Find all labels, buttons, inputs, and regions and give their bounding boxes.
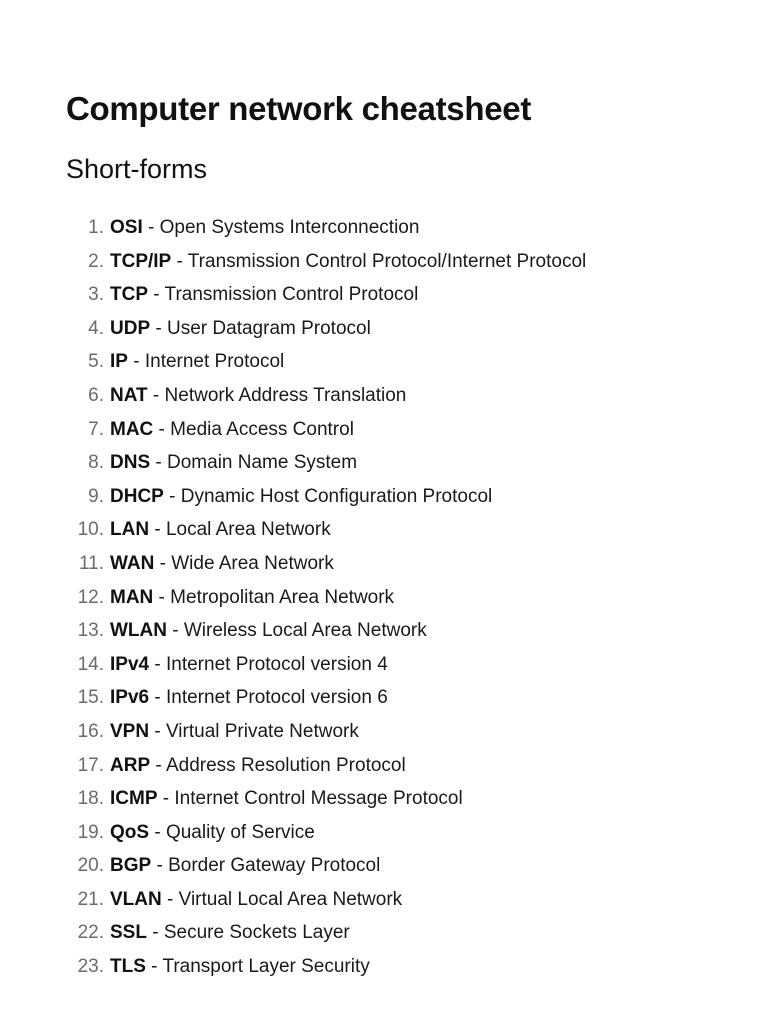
list-item-abbreviation: LAN <box>110 519 150 541</box>
list-item <box>66 278 746 312</box>
list-item-abbreviation: IPv4 <box>110 653 150 675</box>
list-item-abbreviation: DNS <box>110 452 151 474</box>
list-item <box>66 513 746 547</box>
list-item-separator: - <box>163 485 181 507</box>
list-item-number: 8. <box>88 452 104 474</box>
list-item-number: 17. <box>77 754 104 776</box>
list-item-separator: - <box>146 922 164 944</box>
list-item <box>66 715 746 749</box>
list-item-abbreviation: TCP <box>110 284 148 306</box>
page-title: Computer network cheatsheet <box>66 90 532 127</box>
list-item-abbreviation: MAC <box>110 418 154 440</box>
list-item-expansion: Internet Protocol <box>144 351 285 373</box>
list-item-number: 12. <box>77 586 104 608</box>
list-item-abbreviation: QoS <box>110 821 150 843</box>
list-item <box>66 681 746 715</box>
list-item <box>66 916 746 950</box>
list-item-number: 9. <box>88 485 104 507</box>
list-item-abbreviation: TCP/IP <box>110 250 172 272</box>
list-item-abbreviation: MAN <box>110 586 154 608</box>
list-item <box>66 782 746 816</box>
list-item <box>66 648 746 682</box>
list-item-number: 21. <box>77 888 104 910</box>
list-item-number: 20. <box>77 855 104 877</box>
list-item-number: 15. <box>77 687 104 709</box>
list-item-abbreviation: VLAN <box>110 888 162 910</box>
list-item-expansion: Internet Control Message Protocol <box>174 788 463 810</box>
list-item-abbreviation: OSI <box>110 217 143 238</box>
list-item-number: 6. <box>88 384 104 406</box>
list-item-number: 23. <box>77 956 104 978</box>
list-item-expansion: Metropolitan Area Network <box>170 586 395 608</box>
list-item-expansion: Network Address Translation <box>164 384 407 406</box>
list-item-number: 22. <box>77 922 104 944</box>
list-item <box>66 581 746 615</box>
list-item <box>66 614 746 648</box>
list-item <box>66 950 746 984</box>
list-item-number: 1. <box>88 217 104 238</box>
list-item-expansion: Domain Name System <box>167 452 358 474</box>
list-item-abbreviation: BGP <box>110 855 152 877</box>
list-item-expansion: Quality of Service <box>165 821 315 843</box>
list-item-expansion: Transport Layer Security <box>162 956 370 978</box>
list-item-expansion: Secure Sockets Layer <box>163 922 350 944</box>
list-item-expansion: Transmission Control Protocol <box>164 284 419 306</box>
shortforms-list <box>66 211 746 984</box>
list-item-separator: - <box>149 653 166 675</box>
list-item-separator: - <box>150 754 166 776</box>
list-item-separator: - <box>147 384 165 406</box>
list-item <box>66 480 746 514</box>
list-item-abbreviation: TLS <box>110 956 146 978</box>
list-item-expansion: Wide Area Network <box>171 552 334 574</box>
list-item-separator: - <box>145 956 163 978</box>
list-item-number: 14. <box>77 653 104 675</box>
list-item-separator: - <box>157 788 175 810</box>
list-item-expansion: Media Access Control <box>170 418 354 440</box>
list-item-separator: - <box>153 586 171 608</box>
list-item-separator: - <box>149 519 166 541</box>
list-item-separator: - <box>151 855 169 877</box>
list-item-separator: - <box>153 418 171 440</box>
list-item-expansion: Local Area Network <box>165 519 331 541</box>
list-item-abbreviation: DHCP <box>110 485 164 507</box>
list-item-separator: - <box>142 217 160 238</box>
list-item-separator: - <box>171 250 188 272</box>
list-item-expansion: Virtual Private Network <box>165 720 359 742</box>
list-item-abbreviation: IP <box>110 351 128 373</box>
list-item-separator: - <box>150 317 168 339</box>
list-item-number: 2. <box>88 250 104 272</box>
list-item <box>66 849 746 883</box>
list-item-abbreviation: WLAN <box>110 620 167 642</box>
list-item-abbreviation: UDP <box>110 317 151 339</box>
list-item <box>66 379 746 413</box>
list-item-number: 16. <box>77 720 104 742</box>
list-item <box>66 446 746 480</box>
list-item-abbreviation: SSL <box>110 922 147 944</box>
list-item-separator: - <box>148 284 165 306</box>
list-item-separator: - <box>154 552 172 574</box>
list-item <box>66 245 746 279</box>
list-item-separator: - <box>166 620 184 642</box>
list-item-abbreviation: NAT <box>110 384 148 406</box>
list-item-expansion: Transmission Control Protocol/Internet Protocol <box>187 250 587 272</box>
list-item <box>66 547 746 581</box>
list-item-expansion: Dynamic Host Configuration Protocol <box>180 485 493 507</box>
list-item-number: 19. <box>77 821 104 843</box>
list-item-abbreviation: ICMP <box>110 788 158 810</box>
list-item-abbreviation: WAN <box>110 552 155 574</box>
list-item-separator: - <box>149 720 166 742</box>
list-item-expansion: Wireless Local Area Network <box>183 620 427 642</box>
list-item <box>66 816 746 850</box>
list-item <box>66 749 746 783</box>
list-item-number: 13. <box>77 620 104 642</box>
list-item-expansion: Border Gateway Protocol <box>168 855 381 877</box>
list-item-expansion: Address Resolution Protocol <box>165 754 406 776</box>
list-item-expansion: Virtual Local Area Network <box>178 888 403 910</box>
list-item-abbreviation: VPN <box>110 720 150 742</box>
list-item-number: 4. <box>88 317 104 339</box>
list-item-expansion: Internet Protocol version 6 <box>165 687 388 709</box>
list-item <box>66 883 746 917</box>
list-item-expansion: User Datagram Protocol <box>167 317 371 339</box>
list-item-separator: - <box>161 888 179 910</box>
list-item-abbreviation: ARP <box>110 754 151 776</box>
list-item-number: 11. <box>78 552 104 574</box>
list-item-separator: - <box>150 452 168 474</box>
list-item-separator: - <box>127 351 145 373</box>
list-item-abbreviation: IPv6 <box>110 687 150 709</box>
list-item-expansion: Internet Protocol version 4 <box>165 653 388 675</box>
list-item-number: 3. <box>88 284 104 306</box>
list-item-expansion: Open Systems Interconnection <box>159 217 420 238</box>
list-item <box>66 312 746 346</box>
list-item <box>66 413 746 447</box>
list-item-number: 18. <box>77 788 104 810</box>
list-item-number: 10. <box>77 519 104 541</box>
list-item-number: 5. <box>88 351 104 373</box>
list-item-separator: - <box>149 821 166 843</box>
list-item <box>66 211 746 245</box>
list-item-separator: - <box>149 687 166 709</box>
list-item <box>66 345 746 379</box>
list-item-number: 7. <box>88 418 104 440</box>
section-heading: Short-forms <box>66 154 208 184</box>
